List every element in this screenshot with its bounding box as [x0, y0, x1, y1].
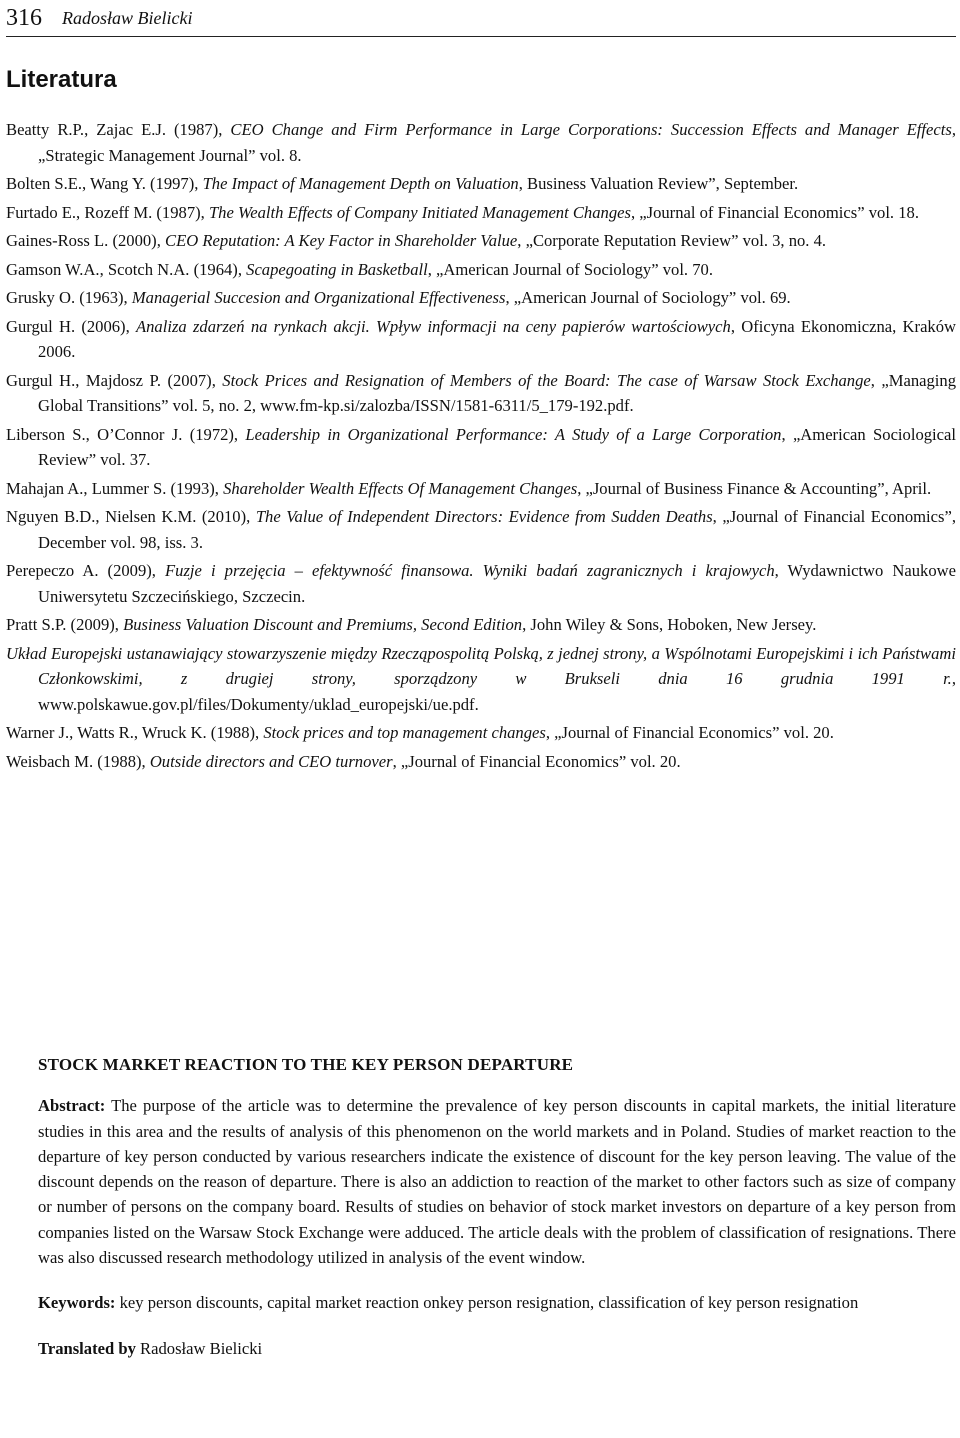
reference-list — [6, 117, 956, 777]
reference-title: The Wealth Effects of Company Initiated Management Changes — [208, 202, 631, 222]
abstract-text — [38, 1093, 956, 1270]
reference-source: , „American Sociological Review” vol. 37. — [38, 424, 956, 469]
reference-source: , „American Journal of Sociology” vol. 69. — [505, 288, 791, 307]
abstract-label: Abstract: — [38, 1096, 106, 1116]
abstract-title: STOCK MARKET REACTION TO THE KEY PERSON DEPARTURE — [38, 1055, 574, 1074]
reference-item — [6, 285, 956, 311]
reference-item — [6, 612, 956, 638]
reference-title: Business Valuation Discount and Premiums, Second Edition — [123, 615, 523, 634]
reference-source: , „Journal of Business Finance & Accounting”, April. — [577, 478, 932, 498]
reference-authors: Perepeczo A. (2009), — [6, 561, 166, 580]
reference-source: , Oficyna Ekonomiczna, Kraków 2006. — [38, 316, 957, 361]
reference-authors: Beatty R.P., Zajac E.J. (1987), — [6, 120, 231, 139]
section-title: Literatura — [6, 66, 117, 93]
translated-by — [38, 1336, 956, 1361]
reference-item — [6, 504, 956, 555]
keywords — [38, 1290, 956, 1315]
reference-item — [6, 641, 956, 718]
reference-authors: Gaines-Ross L. (2000), — [6, 231, 166, 250]
reference-item — [6, 171, 956, 197]
reference-authors: Bolten S.E., Wang Y. (1997), — [6, 174, 203, 193]
reference-authors: Weisbach M. (1988), — [6, 751, 150, 771]
reference-title: The Impact of Management Depth on Valuation — [202, 174, 519, 193]
reference-source: , „Managing Global Transitions” vol. 5, no. 2, www.fm-kp.si/zalozba/ISSN/1581-6311/5_179-192.pdf. — [38, 370, 957, 415]
reference-authors: Mahajan A., Lummer S. (1993), — [6, 478, 224, 498]
keywords-label: Keywords: — [38, 1293, 116, 1313]
translator-name: Radosław Bielicki — [135, 1338, 263, 1358]
reference-title: The Value of Independent Directors: Evidence from Sudden Deaths — [255, 507, 713, 526]
reference-source: , Wydawnictwo Naukowe Uniwersytetu Szczecińskiego, Szczecin. — [38, 561, 956, 606]
reference-source: , John Wiley & Sons, Hoboken, New Jersey. — [522, 615, 817, 634]
reference-item — [6, 257, 956, 283]
reference-authors: Gurgul H., Majdosz P. (2007), — [6, 370, 223, 390]
reference-title: CEO Reputation: A Key Factor in Shareholder Value — [165, 231, 518, 250]
reference-title: Shareholder Wealth Effects Of Management Changes — [223, 478, 578, 498]
reference-title: Scapegoating in Basketball — [246, 259, 428, 279]
reference-title: Fuzje i przejęcia – efektywność finansowa. Wyniki badań zagranicznych i krajowych — [165, 561, 775, 580]
abstract-block — [38, 1052, 956, 1381]
reference-item — [6, 368, 956, 419]
reference-authors: Grusky O. (1963), — [6, 288, 132, 307]
reference-source: , www.polskawue.gov.pl/files/Dokumenty/uklad_europejski/ue.pdf. — [38, 669, 956, 714]
reference-item — [6, 476, 956, 502]
reference-title: Stock prices and top management changes — [263, 723, 546, 742]
running-head — [6, 0, 956, 37]
reference-authors: Nguyen B.D., Nielsen K.M. (2010), — [6, 507, 256, 526]
reference-source: , „Journal of Financial Economics” vol. 20. — [392, 751, 681, 771]
reference-title: Stock Prices and Resignation of Members of the Board: The case of Warsaw Stock Exchange — [222, 370, 871, 390]
abstract-body: The purpose of the article was to determine the prevalence of key person discounts in capital markets, the initial literature studies in this area and the results of analysis of this phenomenon on the world markets and in Poland. Studies of market reaction to the departure of key person conducted by various researchers indicate the existence of discount for the key person leaving. The value of the discount depends on the reason of departure. There is also an addiction to reaction of the market to other factors such as size of company or number of persons on the company board. Results of studies on behavior of stock market investors on departure of a key person from companies listed on the Warsaw Stock Exchange were adduced. The article deals with the problem of classification of resignations. There was also discussed research methodology utilized in analysis of the event window. — [38, 1096, 956, 1268]
reference-item — [6, 422, 956, 473]
reference-item — [6, 749, 956, 775]
reference-title: Managerial Succesion and Organizational Effectiveness — [131, 288, 506, 307]
reference-item — [6, 200, 956, 226]
reference-authors: Gurgul H. (2006), — [6, 316, 136, 336]
reference-title: Analiza zdarzeń na rynkach akcji. Wpływ informacji na ceny papierów wartościowych — [136, 316, 731, 336]
reference-item — [6, 558, 956, 609]
reference-item — [6, 314, 956, 365]
keywords-text: key person discounts, capital market reaction onkey person resignation, classification of key person resignation — [115, 1293, 859, 1313]
translated-label: Translated by — [38, 1338, 136, 1358]
reference-authors: Pratt S.P. (2009), — [6, 615, 124, 634]
reference-authors: Furtado E., Rozeff M. (1987), — [6, 202, 209, 222]
reference-title: CEO Change and Firm Performance in Large Corporations: Succession Effects and Manager Effects — [230, 120, 952, 139]
reference-source: , „Strategic Management Journal” vol. 8. — [38, 120, 956, 165]
reference-item — [6, 720, 956, 746]
reference-source: , Business Valuation Review”, September. — [518, 174, 799, 193]
reference-title: Leadership in Organizational Performance: A Study of a Large Corporation — [245, 424, 782, 444]
reference-source: , „Journal of Financial Economics” vol. 18. — [630, 202, 919, 222]
reference-item — [6, 117, 956, 168]
reference-authors: Warner J., Watts R., Wruck K. (1988), — [6, 723, 264, 742]
reference-title: Outside directors and CEO turnover — [149, 751, 393, 771]
reference-source: , „Corporate Reputation Review” vol. 3, no. 4. — [517, 231, 827, 250]
running-head-author: Radosław Bielicki — [62, 7, 193, 28]
reference-authors: Gamson W.A., Scotch N.A. (1964), — [6, 259, 247, 279]
page-number: 316 — [6, 4, 42, 31]
reference-item — [6, 228, 956, 254]
reference-source: , „Journal of Financial Economics” vol. 20. — [545, 723, 834, 742]
reference-source: , „American Journal of Sociology” vol. 70. — [427, 259, 713, 279]
reference-title: Układ Europejski ustanawiający stowarzyszenie między Rzecząpospolitą Polską, z jednej strony, a Wspólnotami Europejskimi i ich Państwami Członkowskimi, z drugiej strony, sporządzony w Brukseli dnia 16 grudnia 1991 r. — [6, 643, 956, 688]
reference-source: , „Journal of Financial Economics”, December vol. 98, iss. 3. — [38, 507, 956, 552]
reference-authors: Liberson S., O’Connor J. (1972), — [6, 424, 246, 444]
